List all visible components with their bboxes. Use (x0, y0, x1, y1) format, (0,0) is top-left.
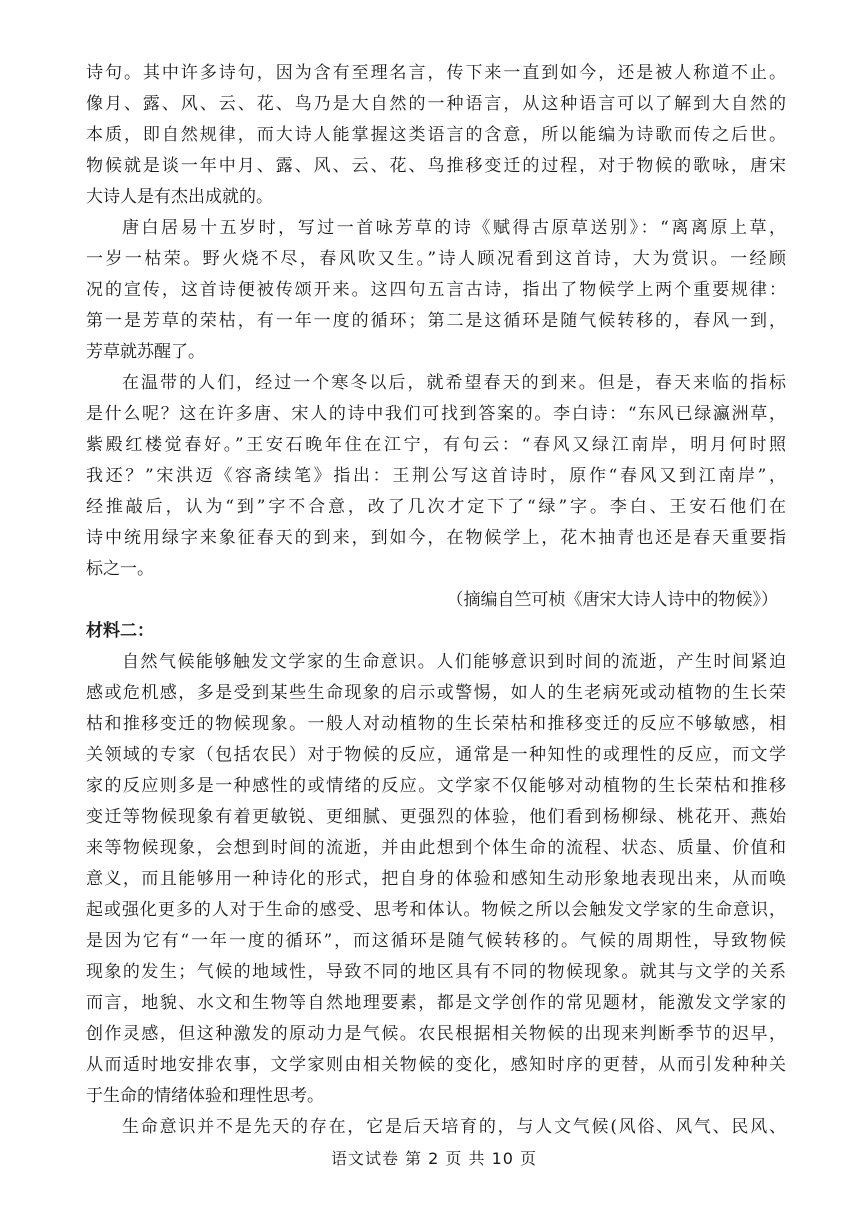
paragraph-5 (86, 1112, 786, 1143)
text-line: 于生命的情绪体验和理性思考。 (86, 1086, 324, 1106)
text-line: 自然气候能够触发文学家的生命意识。人们能够意识到时间的流逝，产生时间紧迫 (122, 652, 786, 672)
text-line: 意义，而且能够用一种诗化的形式，把自身的体验和感知生动形象地表现出来，从而唤 (86, 869, 786, 889)
text-line: 本质，即自然规律，而大诗人能掌握这类语言的含意，所以能编为诗歌而传之后世。 (86, 125, 786, 145)
text-line: 经推敲后，认为“到”字不合意，改了几次才定下了“绿”字。李白、王安石他们在 (86, 497, 786, 517)
paragraph-3 (86, 368, 786, 585)
text-line: 第一是芳草的荣枯，有一年一度的循环；第二是这循环是随气候转移的，春风一到， (86, 311, 786, 331)
text-line: 况的宣传，这首诗便被传颂开来。这四句五言古诗，指出了物候学上两个重要规律： (86, 280, 786, 300)
text-line: 家的反应则多是一种感性的或情绪的反应。文学家不仅能够对动植物的生长荣枯和推移 (86, 776, 786, 796)
text-line: 在温带的人们，经过一个寒冬以后，就希望春天的到来。但是，春天来临的指标 (122, 373, 786, 393)
text-line: 标之一。 (86, 559, 154, 579)
text-line: 起或强化更多的人对于生命的感受、思考和体认。物候之所以会触发文学家的生命意识， (86, 900, 786, 920)
text-line: 是因为它有“一年一度的循环”，而这循环是随气候转移的。气候的周期性，导致物候 (86, 931, 786, 951)
text-line: 像月、露、风、云、花、鸟乃是大自然的一种语言，从这种语言可以了解到大自然的 (86, 94, 786, 114)
text-line: 生命意识并不是先天的存在，它是后天培育的，与人文气候(风俗、风气、民风、 (122, 1117, 786, 1137)
section-2-label: 材料二： (86, 621, 154, 641)
text-line: 变迁等物候现象有着更敏锐、更细腻、更强烈的体验，他们看到杨柳绿、桃花开、燕始 (86, 807, 786, 827)
text-line: 物候就是谈一年中月、露、风、云、花、鸟推移变迁的过程，对于物候的歌咏，唐宋 (86, 156, 786, 176)
text-line: 而言，地貌、水文和生物等自然地理要素，都是文学创作的常见题材，能激发文学家的 (86, 993, 786, 1013)
paragraph-4 (86, 647, 786, 1112)
text-line: 来等物候现象，会想到时间的流逝，并由此想到个体生命的流程、状态、质量、价值和 (86, 838, 786, 858)
text-line: 一岁一枯荣。野火烧不尽，春风吹又生。”诗人顾况看到这首诗，大为赏识。一经顾 (86, 249, 786, 269)
text-line: 关领域的专家（包括农民）对于物候的反应，通常是一种知性的或理性的反应，而文学 (86, 745, 786, 765)
text-line: 紫殿红楼觉春好。”王安石晚年住在江宁，有句云：“春风又绿江南岸，明月何时照 (86, 435, 786, 455)
text-line: 现象的发生；气候的地域性，导致不同的地区具有不同的物候现象。就其与文学的关系 (86, 962, 786, 982)
text-line: 从而适时地安排农事，文学家则由相关物候的变化，感知时序的更替，从而引发种种关 (86, 1055, 786, 1075)
text-line: 是什么呢？这在许多唐、宋人的诗中我们可找到答案的。李白诗：“东风已绿瀛洲草， (86, 404, 786, 424)
text-line: 感或危机感，多是受到某些生命现象的启示或警惕，如人的生老病死或动植物的生长荣 (86, 683, 786, 703)
page-footer: 语文试卷 第 2 页 共 10 页 (330, 1149, 538, 1168)
text-line: 芳草就苏醒了。 (86, 342, 205, 362)
paragraph-1 (86, 58, 786, 213)
text-line: 大诗人是有杰出成就的。 (86, 187, 273, 207)
text-line: 创作灵感，但这种激发的原动力是气候。农民根据相关物候的出现来判断季节的迟早， (86, 1024, 786, 1044)
text-line: 我还？”宋洪迈《容斋续笔》指出：王荆公写这首诗时，原作“春风又到江南岸”， (86, 466, 786, 486)
text-line: 诗句。其中许多诗句，因为含有至理名言，传下来一直到如今，还是被人称道不止。 (86, 63, 786, 83)
page-content (86, 58, 786, 1143)
paragraph-2 (86, 213, 786, 368)
text-line: 诗中统用绿字来象征春天的到来，到如今，在物候学上，花木抽青也还是春天重要指 (86, 528, 786, 548)
source-citation: （摘编自竺可桢《唐宋大诗人诗中的物候》） (446, 590, 778, 610)
text-line: 枯和推移变迁的物候现象。一般人对动植物的生长荣枯和推移变迁的反应不够敏感，相 (86, 714, 786, 734)
text-line: 唐白居易十五岁时，写过一首咏芳草的诗《赋得古原草送别》：“离离原上草， (122, 218, 786, 238)
